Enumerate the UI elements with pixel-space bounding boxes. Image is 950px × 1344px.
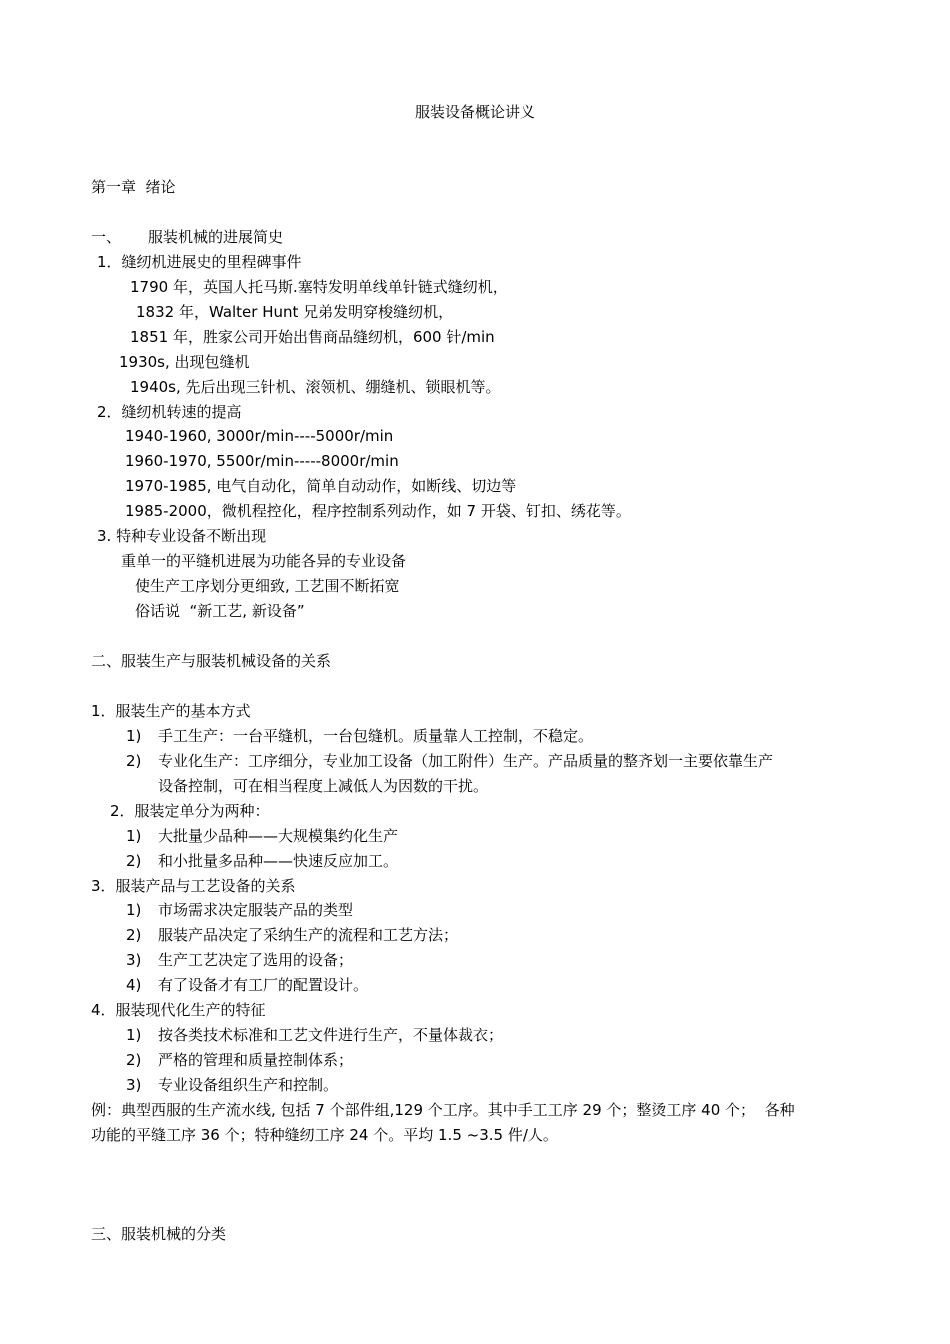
section-1-marker: 一、 (91, 228, 122, 246)
list-item: 大批量少品种——大规模集约化生产 (158, 827, 399, 845)
special-item: 重单一的平缝机进展为功能各异的专业设备 (121, 552, 407, 570)
section-2-heading: 二、服装生产与服装机械设备的关系 (91, 652, 332, 670)
list-item: 手工生产：一台平缝机，一台包缝机。质量靠人工控制，不稳定。 (158, 727, 594, 745)
subsection-1-title: 1．缝纫机进展史的里程碑事件 (97, 253, 302, 271)
list-number: 2) (126, 752, 142, 770)
example-paragraph-line: 例：典型西服的生产流水线, 包括 7 个部件组,129 个工序。其中手工工序 29 个；整烫工序 40 个； 各种 (91, 1101, 795, 1119)
list-item: 市场需求决定服装产品的类型 (158, 901, 354, 919)
list-item-continuation: 设备控制，可在相当程度上减低人为因数的干扰。 (158, 777, 489, 795)
event-item: 1940s, 先后出现三针机、滚领机、绷缝机、锁眼机等。 (130, 378, 501, 396)
list-number: 2) (126, 926, 142, 944)
list-number: 1) (126, 827, 142, 845)
list-number: 1) (126, 1026, 142, 1044)
document-title: 服装设备概论讲义 (414, 103, 535, 121)
event-item: 1851 年，胜家公司开始出售商品缝纫机，600 针/min (130, 328, 495, 346)
list-number: 1) (126, 901, 142, 919)
event-item: 1832 年，Walter Hunt 兄弟发明穿梭缝纫机， (136, 303, 454, 321)
list-number: 1) (126, 727, 142, 745)
speed-item: 1970-1985, 电气自动化，简单自动动作，如断线、切边等 (125, 477, 517, 495)
subsection-2-title: 2．缝纫机转速的提高 (97, 403, 242, 421)
point-2-title: 2．服装定单分为两种： (110, 802, 270, 820)
point-4-title: 4．服装现代化生产的特征 (91, 1001, 266, 1019)
speed-item: 1960-1970, 5500r/min-----8000r/min (125, 452, 399, 470)
chapter-heading: 第一章 绪论 (91, 178, 176, 196)
subsection-3-title: 3. 特种专业设备不断出现 (97, 527, 267, 545)
event-item: 1790 年，英国人托马斯.塞特发明单线单针链式缝纫机， (130, 278, 508, 296)
special-item: 使生产工序划分更细致, 工艺围不断拓宽 (135, 577, 400, 595)
list-item: 服装产品决定了采纳生产的流程和工艺方法； (158, 926, 459, 944)
point-1-title: 1．服装生产的基本方式 (91, 702, 251, 720)
list-number: 4) (126, 976, 142, 994)
section-3-heading: 三、服装机械的分类 (91, 1225, 227, 1243)
event-item: 1930s, 出现包缝机 (119, 353, 250, 371)
speed-item: 1985-2000，微机程控化，程序控制系列动作，如 7 开袋、钉扣、绣花等。 (125, 502, 631, 520)
list-item: 专业设备组织生产和控制。 (158, 1076, 339, 1094)
special-item: 俗话说 “新工艺, 新设备” (135, 602, 305, 620)
speed-item: 1940-1960, 3000r/min----5000r/min (125, 427, 394, 445)
list-item: 有了设备才有工厂的配置设计。 (158, 976, 369, 994)
list-number: 3) (126, 1076, 142, 1094)
list-number: 3) (126, 951, 142, 969)
section-1-heading: 服装机械的进展简史 (148, 228, 284, 246)
list-item: 严格的管理和质量控制体系； (158, 1051, 354, 1069)
list-number: 2) (126, 1051, 142, 1069)
example-paragraph-line: 功能的平缝工序 36 个；特种缝纫工序 24 个。平均 1.5 ~3.5 件/人。 (91, 1126, 558, 1144)
point-3-title: 3．服装产品与工艺设备的关系 (91, 877, 296, 895)
list-item: 生产工艺决定了选用的设备； (158, 951, 354, 969)
list-number: 2) (126, 852, 142, 870)
list-item: 专业化生产：工序细分，专业加工设备（加工附件）生产。产品质量的整齐划一主要依靠生产 (158, 752, 774, 770)
list-item: 和小批量多品种——快速反应加工。 (158, 852, 399, 870)
list-item: 按各类技术标准和工艺文件进行生产，不量体裁衣； (158, 1026, 504, 1044)
